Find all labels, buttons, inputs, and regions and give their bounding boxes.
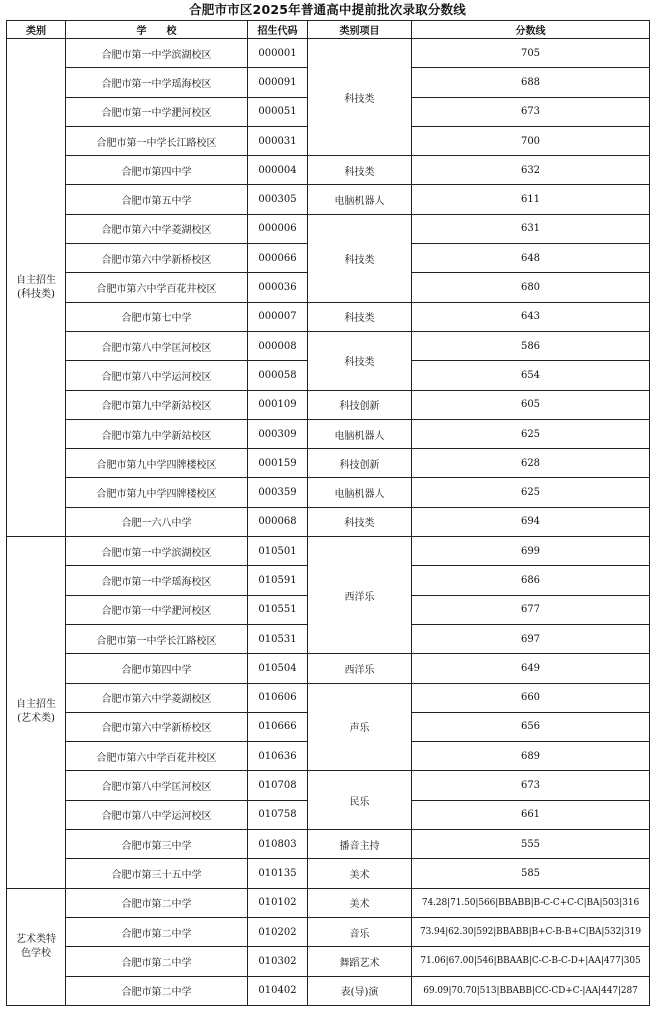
score-cell: 677 xyxy=(412,595,650,624)
table-row xyxy=(7,859,650,888)
code-cell: 010102 xyxy=(248,888,308,917)
score-cell: 74.28|71.50|566|BBABB|B-C-C+C-C|BA|503|316 xyxy=(412,888,650,917)
school-cell: 合肥市第一中学长江路校区 xyxy=(66,126,248,155)
score-cell: 625 xyxy=(412,419,650,448)
header-category: 类别 xyxy=(7,21,66,39)
score-cell: 673 xyxy=(412,97,650,126)
code-cell: 010501 xyxy=(248,537,308,566)
score-cell: 697 xyxy=(412,624,650,653)
category-cell: 自主招生 (科技类) xyxy=(7,39,66,537)
score-cell: 660 xyxy=(412,683,650,712)
school-cell: 合肥市第六中学新桥校区 xyxy=(66,712,248,741)
score-cell: 661 xyxy=(412,800,650,829)
score-cell: 611 xyxy=(412,185,650,214)
school-cell: 合肥市第八中学运河校区 xyxy=(66,361,248,390)
score-cell: 680 xyxy=(412,273,650,302)
school-cell: 合肥市第九中学新站校区 xyxy=(66,419,248,448)
school-cell: 合肥市第一中学淝河校区 xyxy=(66,595,248,624)
type-cell: 科技创新 xyxy=(308,449,412,478)
code-cell: 010551 xyxy=(248,595,308,624)
table-row xyxy=(7,976,650,1005)
code-cell: 000008 xyxy=(248,331,308,360)
school-cell: 合肥市第一中学滨湖校区 xyxy=(66,39,248,68)
school-cell: 合肥市第一中学淝河校区 xyxy=(66,97,248,126)
score-cell: 654 xyxy=(412,361,650,390)
table-header-row xyxy=(7,21,650,39)
code-cell: 000051 xyxy=(248,97,308,126)
code-cell: 010636 xyxy=(248,742,308,771)
table-row xyxy=(7,156,650,185)
code-cell: 010758 xyxy=(248,800,308,829)
code-cell: 010531 xyxy=(248,624,308,653)
table-row xyxy=(7,507,650,536)
school-cell: 合肥市第九中学新站校区 xyxy=(66,390,248,419)
type-cell: 舞蹈艺术 xyxy=(308,947,412,976)
code-cell: 010708 xyxy=(248,771,308,800)
type-cell: 音乐 xyxy=(308,917,412,946)
type-cell: 科技类 xyxy=(308,156,412,185)
score-cell: 673 xyxy=(412,771,650,800)
score-cell: 71.06|67.00|546|BBAAB|C-C-B-C-D+|AA|477|305 xyxy=(412,947,650,976)
code-cell: 010606 xyxy=(248,683,308,712)
table-row xyxy=(7,449,650,478)
score-cell: 632 xyxy=(412,156,650,185)
type-cell: 科技类 xyxy=(308,507,412,536)
table-row xyxy=(7,390,650,419)
score-cell: 649 xyxy=(412,654,650,683)
code-cell: 010666 xyxy=(248,712,308,741)
type-cell: 西洋乐 xyxy=(308,537,412,654)
score-cell: 73.94|62.30|592|BBABB|B+C-B-B+C|BA|532|319 xyxy=(412,917,650,946)
score-cell: 648 xyxy=(412,244,650,273)
table-row xyxy=(7,214,650,243)
school-cell: 合肥市第二中学 xyxy=(66,888,248,917)
school-cell: 合肥市第九中学四牌楼校区 xyxy=(66,478,248,507)
code-cell: 000004 xyxy=(248,156,308,185)
school-cell: 合肥市第三十五中学 xyxy=(66,859,248,888)
score-cell: 686 xyxy=(412,566,650,595)
table-row xyxy=(7,830,650,859)
code-cell: 000007 xyxy=(248,302,308,331)
code-cell: 000031 xyxy=(248,126,308,155)
code-cell: 000006 xyxy=(248,214,308,243)
table-row xyxy=(7,888,650,917)
school-cell: 合肥市第二中学 xyxy=(66,917,248,946)
type-cell: 民乐 xyxy=(308,771,412,830)
code-cell: 010504 xyxy=(248,654,308,683)
code-cell: 000159 xyxy=(248,449,308,478)
header-type: 类别项目 xyxy=(308,21,412,39)
score-cell: 694 xyxy=(412,507,650,536)
type-cell: 科技创新 xyxy=(308,390,412,419)
table-row xyxy=(7,947,650,976)
school-cell: 合肥市第五中学 xyxy=(66,185,248,214)
code-cell: 000309 xyxy=(248,419,308,448)
type-cell: 播音主持 xyxy=(308,830,412,859)
score-cell: 705 xyxy=(412,39,650,68)
code-cell: 000001 xyxy=(248,39,308,68)
type-cell: 科技类 xyxy=(308,39,412,156)
score-cell: 699 xyxy=(412,537,650,566)
table-row xyxy=(7,331,650,360)
score-cell: 656 xyxy=(412,712,650,741)
school-cell: 合肥市第六中学百花井校区 xyxy=(66,273,248,302)
category-cell: 艺术类特 色学校 xyxy=(7,888,66,1005)
code-cell: 000305 xyxy=(248,185,308,214)
school-cell: 合肥市第一中学瑶海校区 xyxy=(66,566,248,595)
school-cell: 合肥市第八中学匡河校区 xyxy=(66,771,248,800)
type-cell: 科技类 xyxy=(308,331,412,390)
header-school: 学 校 xyxy=(66,21,248,39)
score-cell: 700 xyxy=(412,126,650,155)
school-cell: 合肥市第四中学 xyxy=(66,156,248,185)
score-cell: 628 xyxy=(412,449,650,478)
type-cell: 美术 xyxy=(308,888,412,917)
table-row xyxy=(7,39,650,68)
type-cell: 电脑机器人 xyxy=(308,478,412,507)
code-cell: 000091 xyxy=(248,68,308,97)
score-cell: 69.09|70.70|513|BBABB|CC-CD+C-|AA|447|287 xyxy=(412,976,650,1005)
school-cell: 合肥一六八中学 xyxy=(66,507,248,536)
school-cell: 合肥市第一中学瑶海校区 xyxy=(66,68,248,97)
table-row xyxy=(7,419,650,448)
type-cell: 西洋乐 xyxy=(308,654,412,683)
table-row xyxy=(7,654,650,683)
code-cell: 010202 xyxy=(248,917,308,946)
score-cell: 688 xyxy=(412,68,650,97)
type-cell: 科技类 xyxy=(308,214,412,302)
school-cell: 合肥市第一中学滨湖校区 xyxy=(66,537,248,566)
school-cell: 合肥市第九中学四牌楼校区 xyxy=(66,449,248,478)
score-cell: 689 xyxy=(412,742,650,771)
table-row xyxy=(7,683,650,712)
table-row xyxy=(7,185,650,214)
header-code: 招生代码 xyxy=(248,21,308,39)
score-cell: 555 xyxy=(412,830,650,859)
code-cell: 010803 xyxy=(248,830,308,859)
table-row xyxy=(7,478,650,507)
code-cell: 000036 xyxy=(248,273,308,302)
table-row xyxy=(7,771,650,800)
page-title: 合肥市市区2025年普通高中提前批次录取分数线 xyxy=(189,2,466,17)
school-cell: 合肥市第二中学 xyxy=(66,976,248,1005)
score-cell: 586 xyxy=(412,331,650,360)
table-row xyxy=(7,537,650,566)
school-cell: 合肥市第六中学新桥校区 xyxy=(66,244,248,273)
table-row xyxy=(7,917,650,946)
school-cell: 合肥市第六中学百花井校区 xyxy=(66,742,248,771)
type-cell: 电脑机器人 xyxy=(308,185,412,214)
school-cell: 合肥市第六中学菱湖校区 xyxy=(66,683,248,712)
code-cell: 000109 xyxy=(248,390,308,419)
header-score: 分数线 xyxy=(412,21,650,39)
code-cell: 010135 xyxy=(248,859,308,888)
school-cell: 合肥市第三中学 xyxy=(66,830,248,859)
type-cell: 电脑机器人 xyxy=(308,419,412,448)
school-cell: 合肥市第六中学菱湖校区 xyxy=(66,214,248,243)
code-cell: 000058 xyxy=(248,361,308,390)
code-cell: 000066 xyxy=(248,244,308,273)
type-cell: 科技类 xyxy=(308,302,412,331)
school-cell: 合肥市第八中学匡河校区 xyxy=(66,331,248,360)
type-cell: 美术 xyxy=(308,859,412,888)
score-cell: 585 xyxy=(412,859,650,888)
school-cell: 合肥市第二中学 xyxy=(66,947,248,976)
code-cell: 010302 xyxy=(248,947,308,976)
admission-score-table xyxy=(6,20,650,1006)
score-cell: 643 xyxy=(412,302,650,331)
type-cell: 声乐 xyxy=(308,683,412,771)
school-cell: 合肥市第七中学 xyxy=(66,302,248,331)
table-row xyxy=(7,302,650,331)
code-cell: 010402 xyxy=(248,976,308,1005)
code-cell: 000068 xyxy=(248,507,308,536)
score-cell: 605 xyxy=(412,390,650,419)
score-cell: 625 xyxy=(412,478,650,507)
code-cell: 000359 xyxy=(248,478,308,507)
code-cell: 010591 xyxy=(248,566,308,595)
school-cell: 合肥市第一中学长江路校区 xyxy=(66,624,248,653)
school-cell: 合肥市第四中学 xyxy=(66,654,248,683)
type-cell: 表(导)演 xyxy=(308,976,412,1005)
score-cell: 631 xyxy=(412,214,650,243)
category-cell: 自主招生 (艺术类) xyxy=(7,537,66,889)
school-cell: 合肥市第八中学运河校区 xyxy=(66,800,248,829)
